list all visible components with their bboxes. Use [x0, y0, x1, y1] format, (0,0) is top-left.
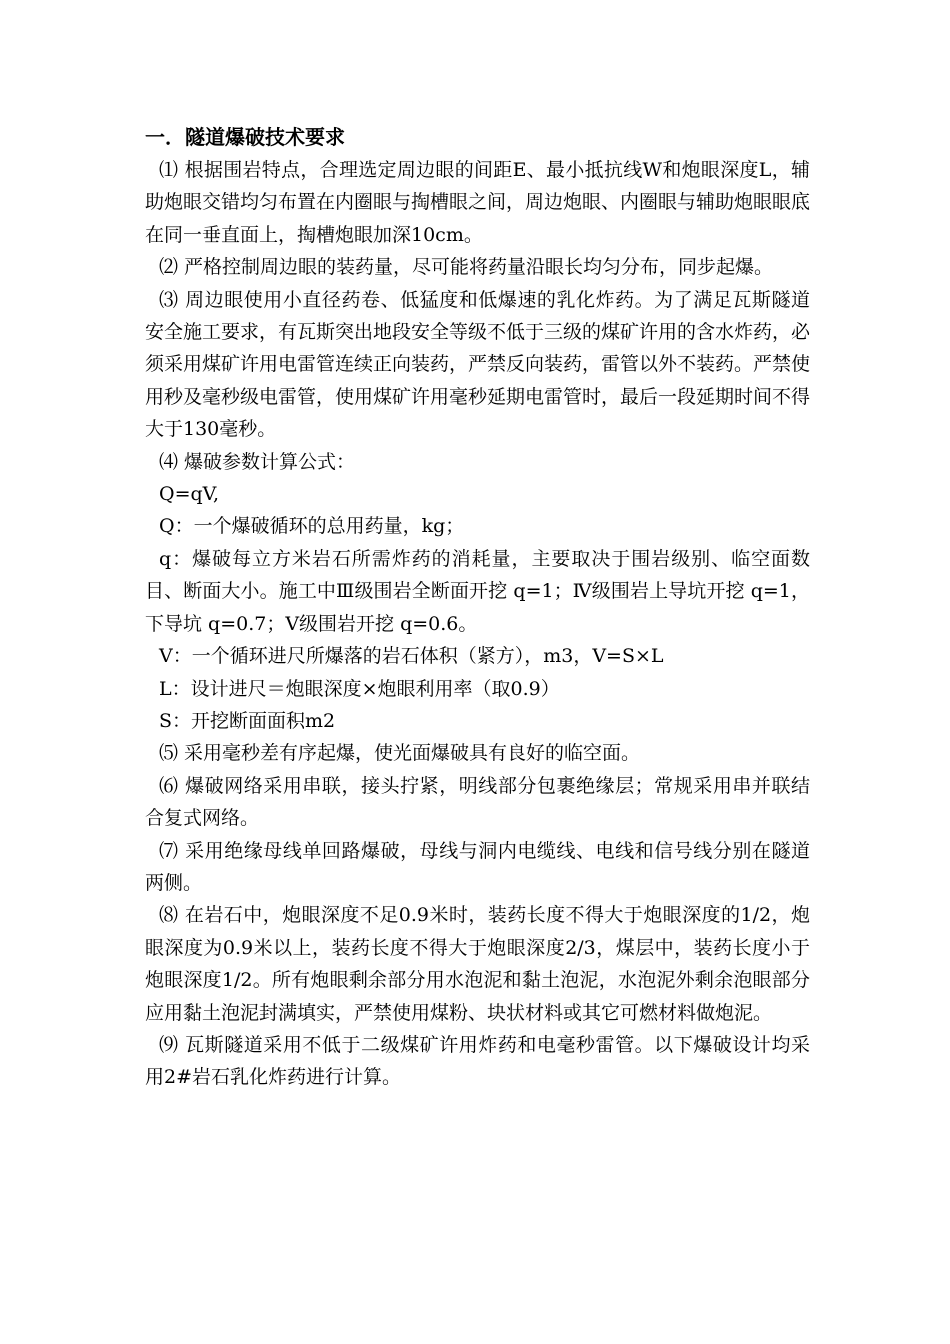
requirement-4: ⑷ 爆破参数计算公式：: [159, 450, 356, 473]
section-heading: 一．隧道爆破技术要求: [145, 125, 345, 149]
definition-q: q：爆破每立方米岩石所需炸药的消耗量，主要取决于围岩级别、临空面数目、断面大小。施工中Ⅲ级围岩全断面开挖 q=1；Ⅳ级围岩上导坑开挖 q=1，下导坑 q=0.7；Ⅴ级围岩开挖 q=0.6。: [145, 547, 810, 635]
requirement-8: ⑻ 在岩石中，炮眼深度不足0.9米时，装药长度不得大于炮眼深度的1/2，炮眼深度为0.9米以上，装药长度不得大于炮眼深度2/3，煤层中，装药长度小于炮眼深度1/2。所有炮眼剩余部分用水泡泥和黏土泡泥，水泡泥外剩余泡眼部分应用黏土泡泥封满填实，严禁使用煤粉、块状材料或其它可燃材料做炮泥。: [145, 904, 810, 1024]
definition-L: L：设计进尺＝炮眼深度×炮眼利用率（取0.9）: [159, 677, 560, 700]
formula-q: Q=qV,: [159, 483, 220, 506]
document-page: [145, 120, 810, 1094]
definition-V: V：一个循环进尺所爆落的岩石体积（紧方），m3，V=S×L: [159, 645, 664, 668]
requirement-5: ⑸ 采用毫秒差有序起爆，使光面爆破具有良好的临空面。: [159, 742, 641, 765]
definition-S: S：开挖断面面积m2: [159, 709, 336, 732]
requirement-7: ⑺ 采用绝缘母线单回路爆破，母线与洞内电缆线、电线和信号线分别在隧道两侧。: [145, 839, 810, 894]
requirement-3: ⑶ 周边眼使用小直径药卷、低猛度和低爆速的乳化炸药。为了满足瓦斯隧道安全施工要求，有瓦斯突出地段安全等级不低于三级的煤矿许用的含水炸药，必须采用煤矿许用电雷管连续正向装药，严禁反向装药，雷管以外不装药。严禁使用秒及毫秒级电雷管，使用煤矿许用毫秒延期电雷管时，最后一段延期时间不得大于130毫秒。: [145, 288, 811, 441]
requirement-2: ⑵ 严格控制周边眼的装药量，尽可能将药量沿眼长均匀分布，同步起爆。: [159, 256, 774, 279]
requirement-9: ⑼ 瓦斯隧道采用不低于二级煤矿许用炸药和电毫秒雷管。以下爆破设计均采用2#岩石乳化炸药进行计算。: [145, 1033, 810, 1089]
requirement-1: ⑴ 根据围岩特点，合理选定周边眼的间距E、最小抵抗线W和炮眼深度L，辅助炮眼交错均匀布置在内圈眼与掏槽眼之间，周边炮眼、内圈眼与辅助炮眼眼底在同一垂直面上，掏槽炮眼加深10cm。: [145, 159, 811, 246]
requirement-6: ⑹ 爆破网络采用串联，接头拧紧，明线部分包裹绝缘层；常规采用串并联结合复式网络。: [145, 774, 810, 830]
definition-Q: Q：一个爆破循环的总用药量，kg；: [159, 515, 465, 538]
